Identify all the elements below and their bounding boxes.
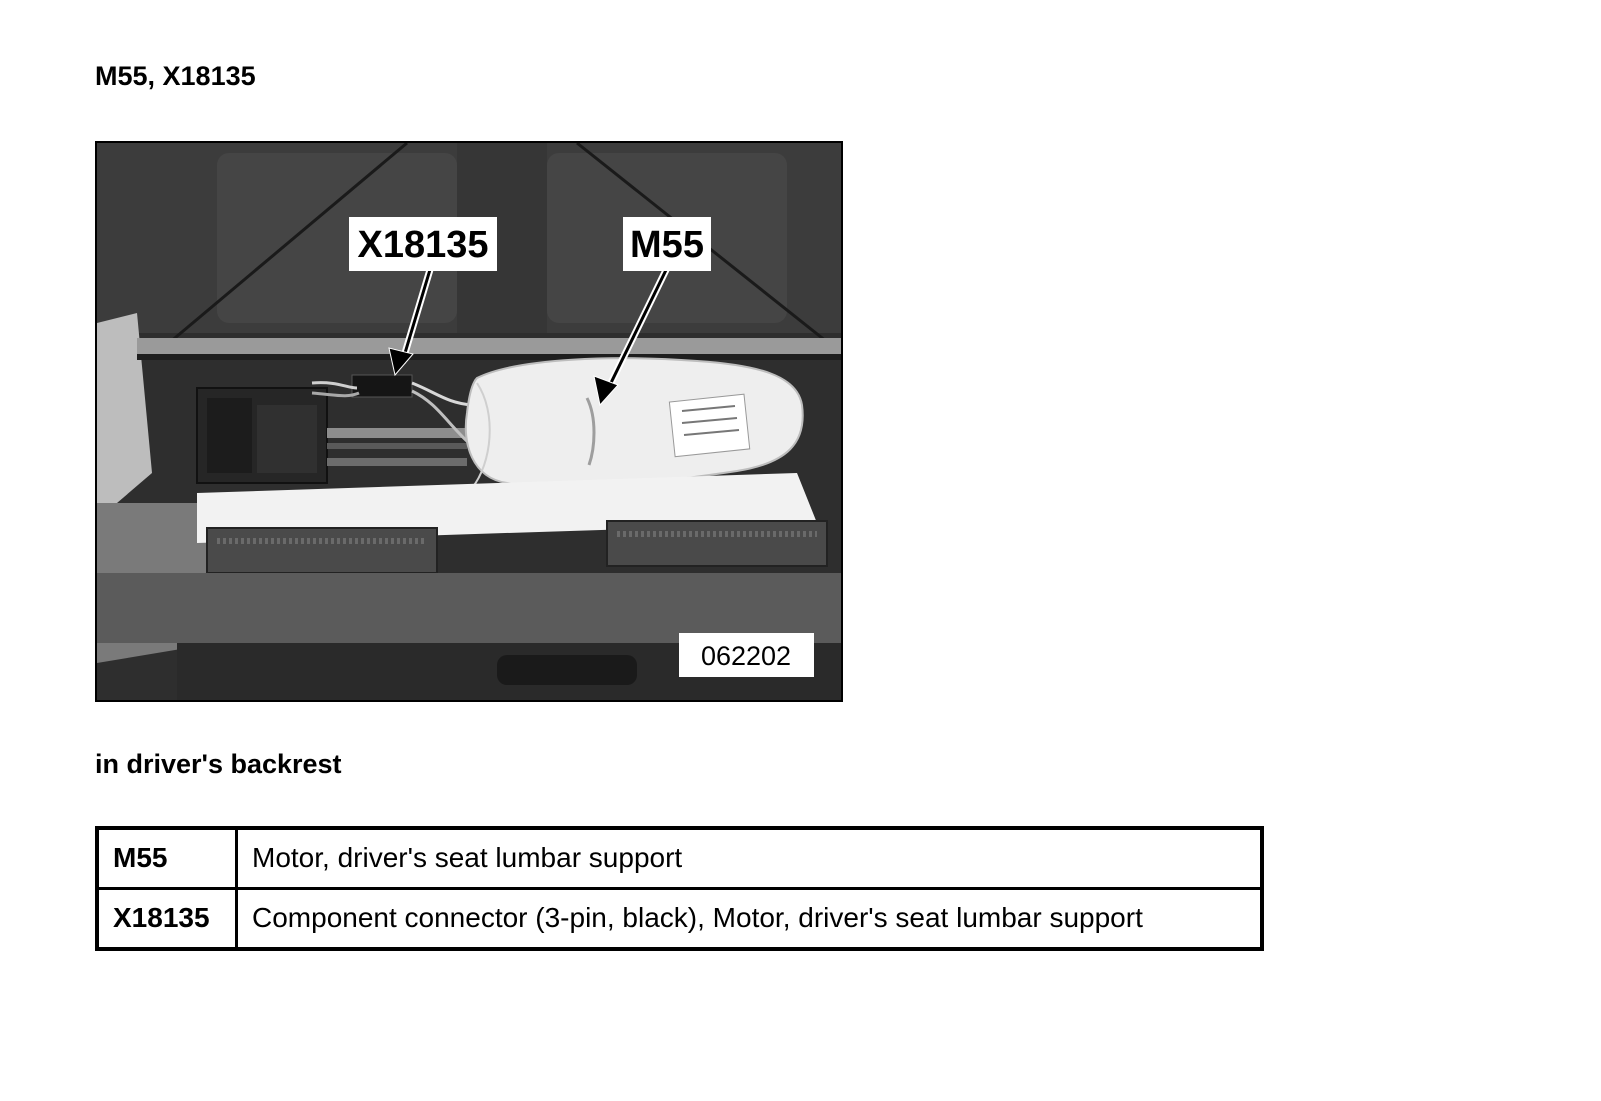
table-row — [97, 889, 1262, 950]
legend-code: M55 — [97, 828, 237, 889]
legend-code: X18135 — [97, 889, 237, 950]
page-title: M55, X18135 — [95, 61, 256, 91]
legend-description: Component connector (3-pin, black), Motor, driver's seat lumbar support — [237, 889, 1263, 950]
section-caption: in driver's backrest — [95, 749, 342, 779]
callout-label-motor: M55 — [630, 224, 704, 266]
legend-table — [95, 826, 1264, 951]
component-location-photo — [95, 141, 843, 702]
image-number: 062202 — [700, 641, 792, 671]
table-row — [97, 828, 1262, 889]
callout-label-connector: X18135 — [357, 224, 489, 266]
legend-description: Motor, driver's seat lumbar support — [237, 828, 1263, 889]
